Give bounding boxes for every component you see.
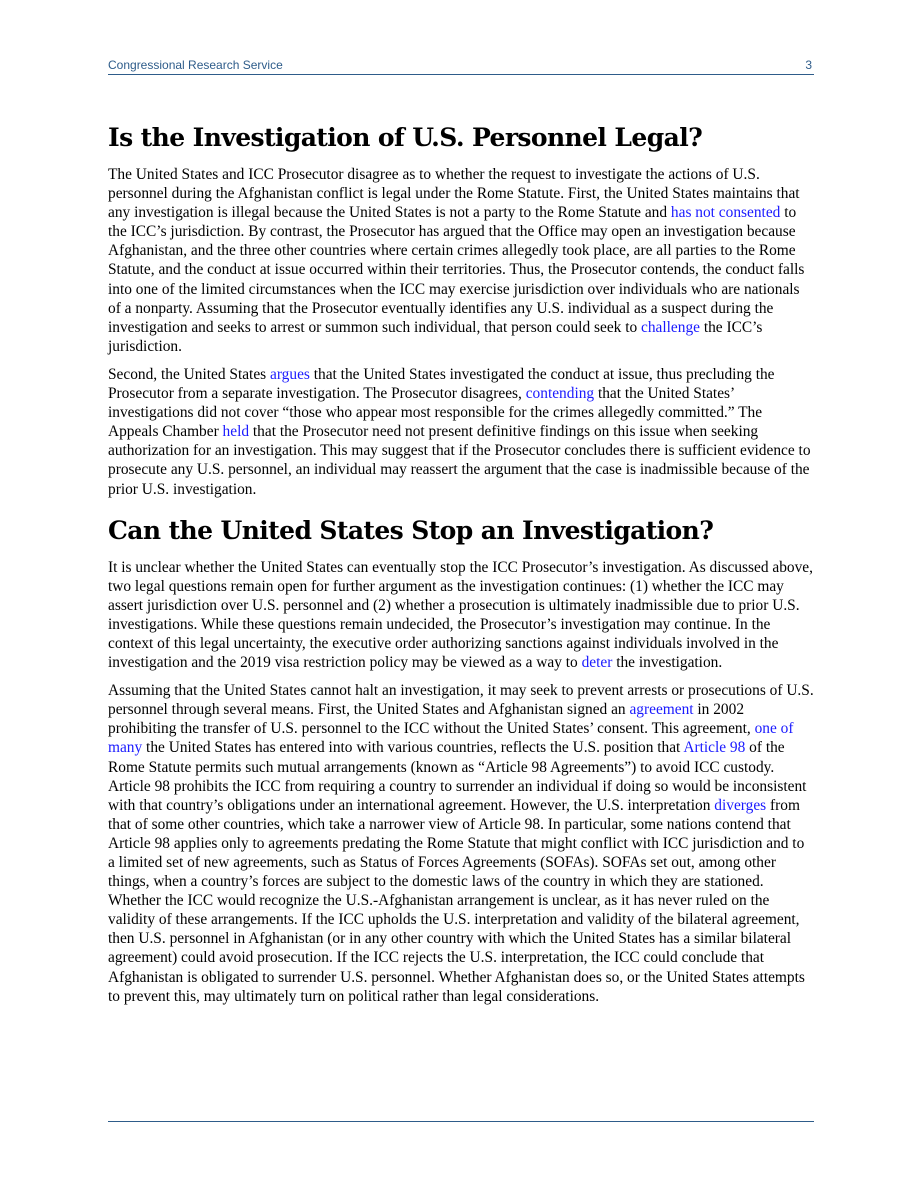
link-diverges[interactable]: diverges [714,796,767,814]
paragraph: Assuming that the United States cannot halt an investigation, it may seek to prevent arrests or prosecutions of U.S. personnel through several means. First, the United States and Afghanistan signed an agreement in 2002 prohibiting the transfer of U.S. personnel to the ICC without the United States’ consent. This agreement, one of many the United States has entered into with various countries, reflects the U.S. position that Article 98 of the Rome Statute permits such mutual arrangements (known as “Article 98 Agreements”) to avoid ICC custody. Article 98 prohibits the ICC from requiring a country to surrender an individual if doing so would be inconsistent with that country’s obligations under an international agreement. However, the U.S. interpretation diverges from that of some other countries, which take a narrower view of Article 98. In particular, some nations contend that Article 98 applies only to agreements predating the Rome Statute that might conflict with ICC jurisdiction and to a limited set of new agreements, such as Status of Forces Agreements (SOFAs). SOFAs set out, among other things, when a country’s forces are subject to the domestic laws of the country in which they are stationed. Whether the ICC would recognize the U.S.-Afghanistan arrangement is unclear, as it has never ruled on the validity of these arrangements. If the ICC upholds the U.S. interpretation and validity of the bilateral agreement, then U.S. personnel in Afghanistan (or in any other country with which the United States has a similar bilateral agreement) could avoid prosecution. If the ICC rejects the U.S. interpretation, the ICC could conclude that Afghanistan is obligated to surrender U.S. personnel. Whether Afghanistan does so, or the United States attempts to prevent this, may ultimately turn on political rather than legal considerations. [108,682,814,1005]
document-body [108,122,814,1015]
link-agreement[interactable]: agreement [629,701,694,719]
paragraph: It is unclear whether the United States can eventually stop the ICC Prosecutor’s investigation. As discussed above, two legal questions remain open for further argument as the investigation continues: (1) whether the ICC may assert jurisdiction over U.S. personnel and (2) whether a prosecution is ultimately inadmissible due to prior U.S. investigations. While these questions remain undecided, the Prosecutor’s investigation may continue. In the context of this legal uncertainty, the executive order authorizing sanctions against individuals involved in the investigation and the 2019 visa restriction policy may be viewed as a way to deter the investigation. [108,558,813,672]
link-argues[interactable]: argues [270,365,310,383]
section-heading-legality: Is the Investigation of U.S. Personnel Legal? [108,123,703,152]
section-heading-stop-investigation: Can the United States Stop an Investigation? [108,515,714,545]
link-challenge[interactable]: challenge [641,318,700,336]
link-has-not-consented[interactable]: has not consented [670,204,781,222]
link-deter[interactable]: deter [581,654,613,672]
footer-divider [108,1121,814,1122]
link-contending[interactable]: contending [525,385,595,403]
page-number: 3 [805,58,812,72]
header-org-name: Congressional Research Service [108,58,283,72]
link-held[interactable]: held [222,423,250,441]
link-article-98[interactable]: Article 98 [683,739,746,757]
paragraph: Second, the United States argues that the United States investigated the conduct at issue, thus precluding the Prosecutor from a separate investigation. The Prosecutor disagrees, contending that the United States’ investigations did not cover “those who appear most responsible for the crimes allegedly committed.” The Appeals Chamber held that the Prosecutor need not present definitive findings on this issue when seeking authorization for an investigation. This may suggest that if the Prosecutor concludes there is sufficient evidence to prosecute any U.S. personnel, an individual may reassert the argument that the case is inadmissible because of the prior U.S. investigation. [108,365,811,498]
page-header [108,56,814,75]
paragraph: The United States and ICC Prosecutor disagree as to whether the request to investigate the actions of U.S. personnel during the Afghanistan conflict is legal under the Rome Statute. First, the United States maintains that any investigation is illegal because the United States is not a party to the Rome Statute and has not consented to the ICC’s jurisdiction. By contrast, the Prosecutor has argued that the Office may open an investigation because Afghanistan, and the three other countries where certain crimes allegedly took place, are all parties to the Rome Statute, and the conduct at issue occurred within their territories. Thus, the Prosecutor contends, the conduct falls into one of the limited circumstances when the ICC may exercise jurisdiction over individuals who are nationals of a nonparty. Assuming that the Prosecutor eventually identifies any U.S. individual as a suspect during the investigation and seeks to arrest or summon such individual, that person could seek to challenge the ICC’s jurisdiction. [108,166,805,355]
link-one-of-many[interactable]: one of many [108,720,794,757]
